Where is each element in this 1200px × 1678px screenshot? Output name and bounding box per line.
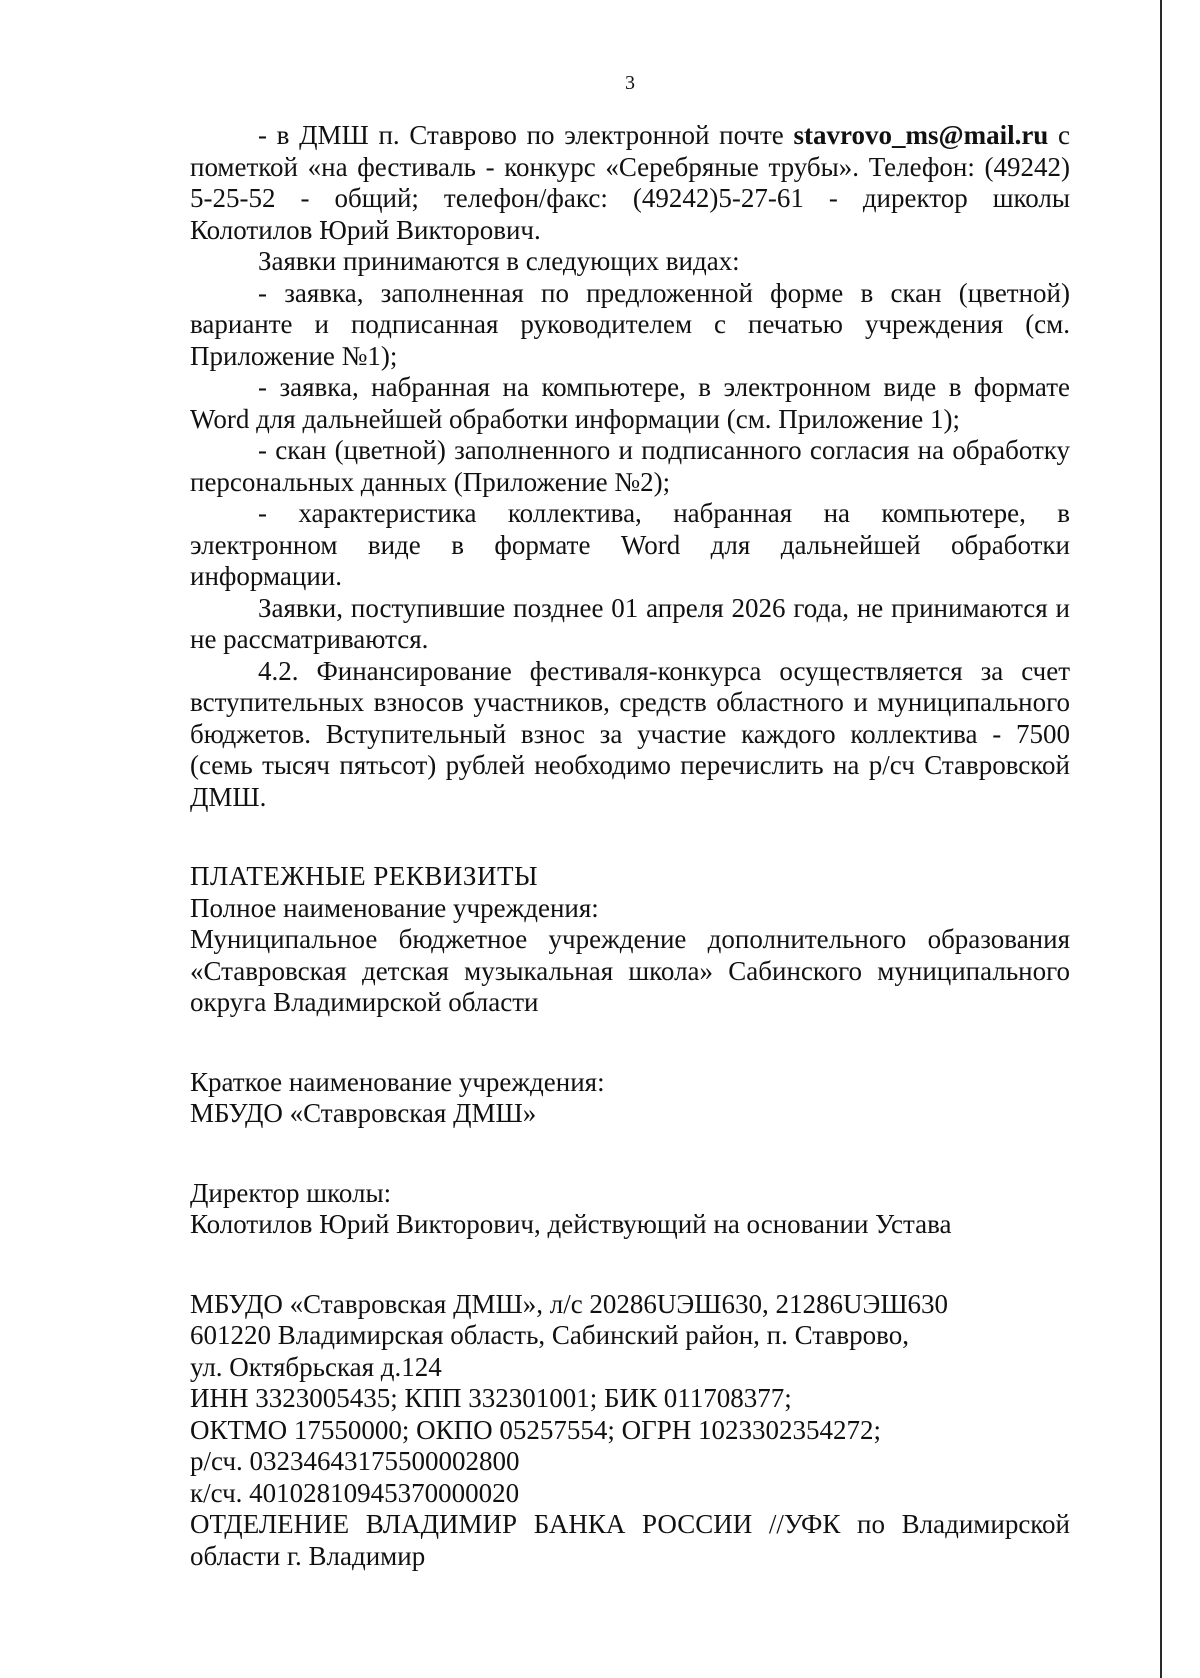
requisites-line-7: к/сч. 40102810945370000020 <box>190 1477 520 1508</box>
contact-suffix: с пометкой «на фестиваль - конкурс «Серебряные трубы». Телефон: (49242) 5-25-52 - общий; телефон/факс: (49242)5-27-61 - директор школы Колотилов Юрий Викторович. <box>190 120 1070 245</box>
requisites-line-3: ул. Октябрьская д.124 <box>190 1351 442 1382</box>
short-name-value: МБУДО «Ставровская ДМШ» <box>190 1098 537 1128</box>
contact-paragraph <box>190 120 1070 246</box>
forms-item-2: - заявка, набранная на компьютере, в электронном виде в формате Word для дальнейшей обработки информации (см. Приложение 1); <box>190 372 1070 434</box>
full-name-label: Полное наименование учреждения: <box>190 892 599 923</box>
requisites-line-2: 601220 Владимирская область, Сабинский район, п. Ставрово, <box>190 1320 909 1350</box>
forms-deadline: Заявки, поступившие позднее 01 апреля 2026 года, не принимаются и не рассматриваются. <box>190 592 1070 654</box>
forms-item-3: - скан (цветной) заполненного и подписанного согласия на обработку персональных данных (Приложение №2); <box>190 435 1070 497</box>
contact-email: stavrovo_ms@mail.ru <box>793 120 1049 150</box>
requisites-line-1: МБУДО «Ставровская ДМШ», л/с 20286UЭШ630, 21286UЭШ630 <box>190 1288 949 1319</box>
page-number: 3 <box>625 72 635 94</box>
director-value: Колотилов Юрий Викторович, действующий на основании Устава <box>190 1209 952 1239</box>
forms-item-4: - характеристика коллектива, набранная на компьютере, в электронном виде в формате Word для дальнейшей обработки информации. <box>190 498 1070 591</box>
short-name-label: Краткое наименование учреждения: <box>190 1066 605 1097</box>
requisites-line-5: ОКТМО 17550000; ОКПО 05257554; ОГРН 1023302354272; <box>190 1414 882 1445</box>
requisites-heading: ПЛАТЕЖНЫЕ РЕКВИЗИТЫ <box>190 861 538 891</box>
contact-prefix: - в ДМШ п. Ставрово по электронной почте <box>258 120 794 150</box>
document-body <box>190 120 1070 1572</box>
director-label: Директор школы: <box>190 1177 392 1208</box>
full-name-value: Муниципальное бюджетное учреждение дополнительного образования «Ставровская детская музыкальная школа» Сабинского муниципального округа Владимирской области <box>190 924 1070 1017</box>
page-edge-line <box>1160 0 1162 1678</box>
forms-intro: Заявки принимаются в следующих видах: <box>258 246 740 276</box>
requisites-line-6: р/сч. 03234643175500002800 <box>190 1446 520 1476</box>
requisites-line-4: ИНН 3323005435; КПП 332301001; БИК 011708377; <box>190 1383 792 1413</box>
bank-name: ОТДЕЛЕНИЕ ВЛАДИМИР БАНКА РОССИИ //УФК по Владимирской области г. Владимир <box>190 1509 1070 1571</box>
forms-item-1: - заявка, заполненная по предложенной форме в скан (цветной) варианте и подписанная руководителем с печатью учреждения (см. Приложение №1); <box>190 277 1070 371</box>
financing-paragraph: 4.2. Финансирование фестиваля-конкурса осуществляется за счет вступительных взносов участников, средств областного и муниципального бюджетов. Вступительный взнос за участие каждого коллектива - 7500 (семь тысяч пятьсот) рублей необходимо перечислить на р/сч Ставровской ДМШ. <box>190 655 1070 812</box>
